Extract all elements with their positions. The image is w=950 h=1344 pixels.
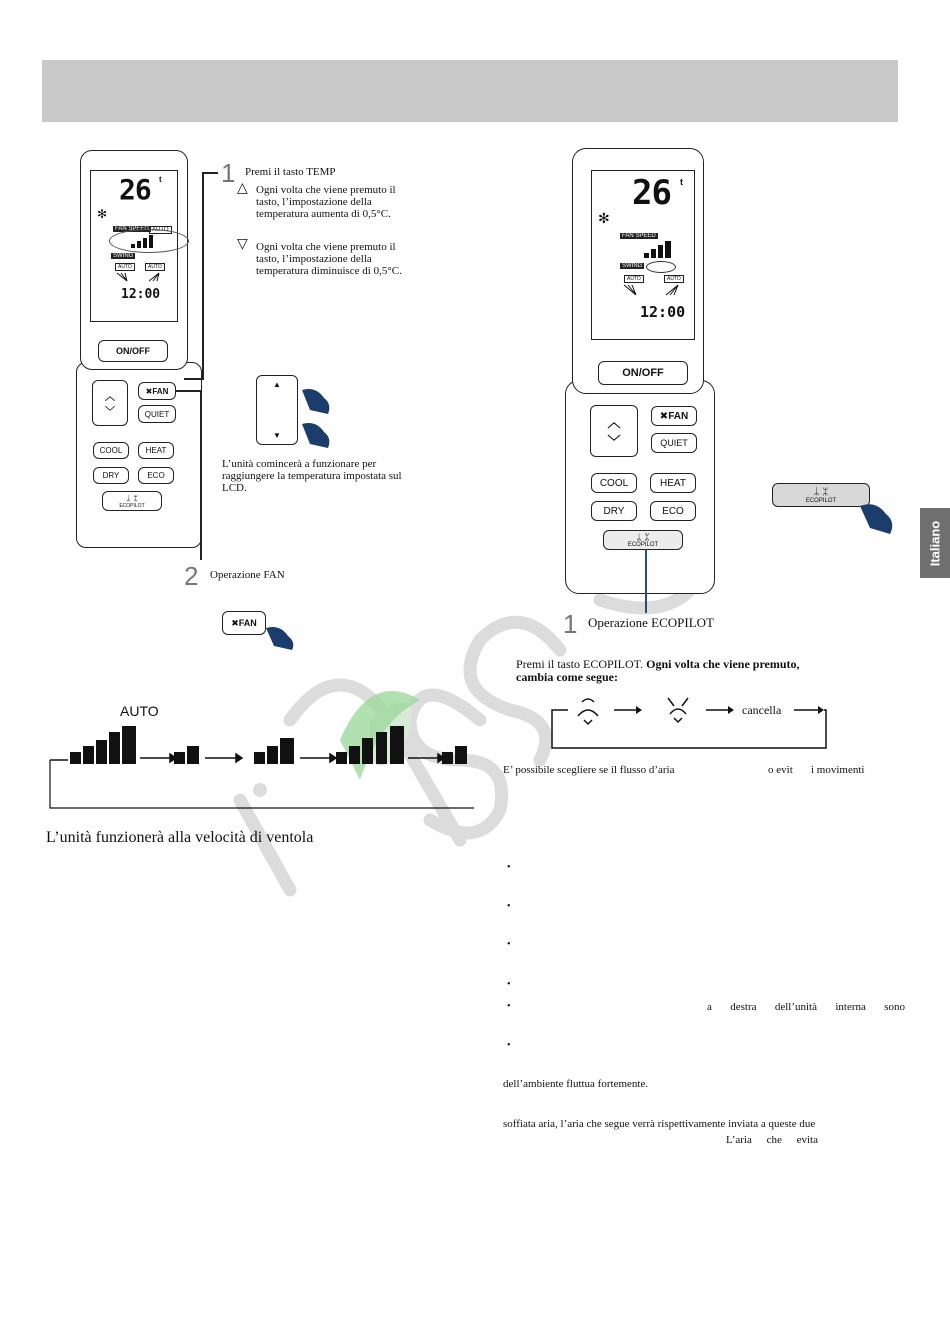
fan-bars-icon bbox=[642, 239, 678, 259]
caret-down-icon: ▼ bbox=[273, 431, 281, 440]
finger-icon bbox=[858, 500, 898, 536]
snowflake-icon: ✻ bbox=[598, 212, 610, 227]
fan-speed-sequence bbox=[40, 720, 476, 812]
quiet-button[interactable]: QUIET bbox=[138, 405, 176, 423]
onoff-button[interactable]: ON/OFF bbox=[598, 361, 688, 385]
snowflake-icon: ✻ bbox=[97, 207, 108, 221]
ecopilot-button[interactable]: ᛦ ᛯ ECOPILOT bbox=[102, 491, 162, 511]
temp-up-down-button[interactable] bbox=[92, 380, 128, 426]
temp-up-down-button[interactable] bbox=[590, 405, 638, 457]
bullet: • bbox=[507, 1040, 511, 1051]
ecopilot-cycle-diagram bbox=[548, 694, 830, 752]
ecopilot-icon: ᛦ ᛯ bbox=[126, 493, 138, 503]
bullet: • bbox=[507, 862, 511, 873]
chevron-up-icon: ︿ bbox=[105, 392, 115, 403]
cool-button[interactable]: COOL bbox=[591, 473, 637, 493]
bullet: • bbox=[507, 939, 511, 950]
finger-icon bbox=[264, 624, 296, 652]
leader-line bbox=[202, 172, 218, 174]
bullet: • bbox=[507, 1001, 511, 1012]
fan-bars-icon bbox=[129, 233, 161, 249]
ecopilot-icon: ᛦ ᛯ bbox=[813, 486, 829, 498]
eco-button[interactable]: ECO bbox=[138, 467, 174, 484]
cool-button[interactable]: COOL bbox=[93, 442, 129, 459]
triangle-down-icon: ▽ bbox=[237, 237, 248, 252]
leader-line bbox=[200, 390, 202, 560]
leader-line bbox=[176, 390, 202, 392]
chevron-down-icon: ﹀ bbox=[607, 434, 621, 449]
dry-button[interactable]: DRY bbox=[93, 467, 129, 484]
bullet: • bbox=[507, 979, 511, 990]
temp-button-illustration bbox=[256, 375, 298, 445]
finger-icon bbox=[298, 384, 338, 456]
leader-line bbox=[202, 172, 204, 378]
leader-line bbox=[184, 378, 204, 380]
eco-button[interactable]: ECO bbox=[650, 501, 696, 521]
caret-up-icon: ▲ bbox=[273, 380, 281, 389]
dry-button[interactable]: DRY bbox=[591, 501, 637, 521]
swing-icon bbox=[622, 283, 692, 297]
heat-button[interactable]: HEAT bbox=[138, 442, 174, 459]
chevron-up-icon: ︿ bbox=[607, 415, 621, 430]
heat-button[interactable]: HEAT bbox=[650, 473, 696, 493]
chevron-down-icon: ﹀ bbox=[105, 407, 115, 418]
header-bar bbox=[42, 60, 898, 122]
ecopilot-button[interactable]: ᛦ ᛯ ECOPILOT bbox=[603, 530, 683, 550]
leader-line bbox=[645, 549, 647, 613]
ecopilot-icon: ᛦ ᛯ bbox=[636, 532, 650, 542]
ecopilot-button-illustration: ᛦ ᛯ ECOPILOT bbox=[772, 483, 870, 507]
fan-button[interactable]: ✖ FAN bbox=[651, 406, 697, 426]
right-lcd: 26 t ✻ FAN SPEED SWING AUTO AUTO 12:00 bbox=[591, 170, 695, 340]
onoff-button[interactable]: ON/OFF bbox=[98, 340, 168, 362]
bullet: • bbox=[507, 901, 511, 912]
language-tab: Italiano bbox=[920, 508, 950, 578]
swing-icon bbox=[115, 271, 175, 283]
triangle-up-icon: △ bbox=[237, 181, 248, 196]
quiet-button[interactable]: QUIET bbox=[651, 433, 697, 453]
fan-button[interactable]: ✖ FAN bbox=[138, 382, 176, 400]
left-lcd: 26 t ✻ FAN SPEED AUTO SWING AUTO AUTO 12:00 bbox=[90, 170, 178, 322]
fan-button-illustration: ✖ FAN bbox=[222, 611, 266, 635]
ecopilot-indicator bbox=[646, 261, 676, 273]
